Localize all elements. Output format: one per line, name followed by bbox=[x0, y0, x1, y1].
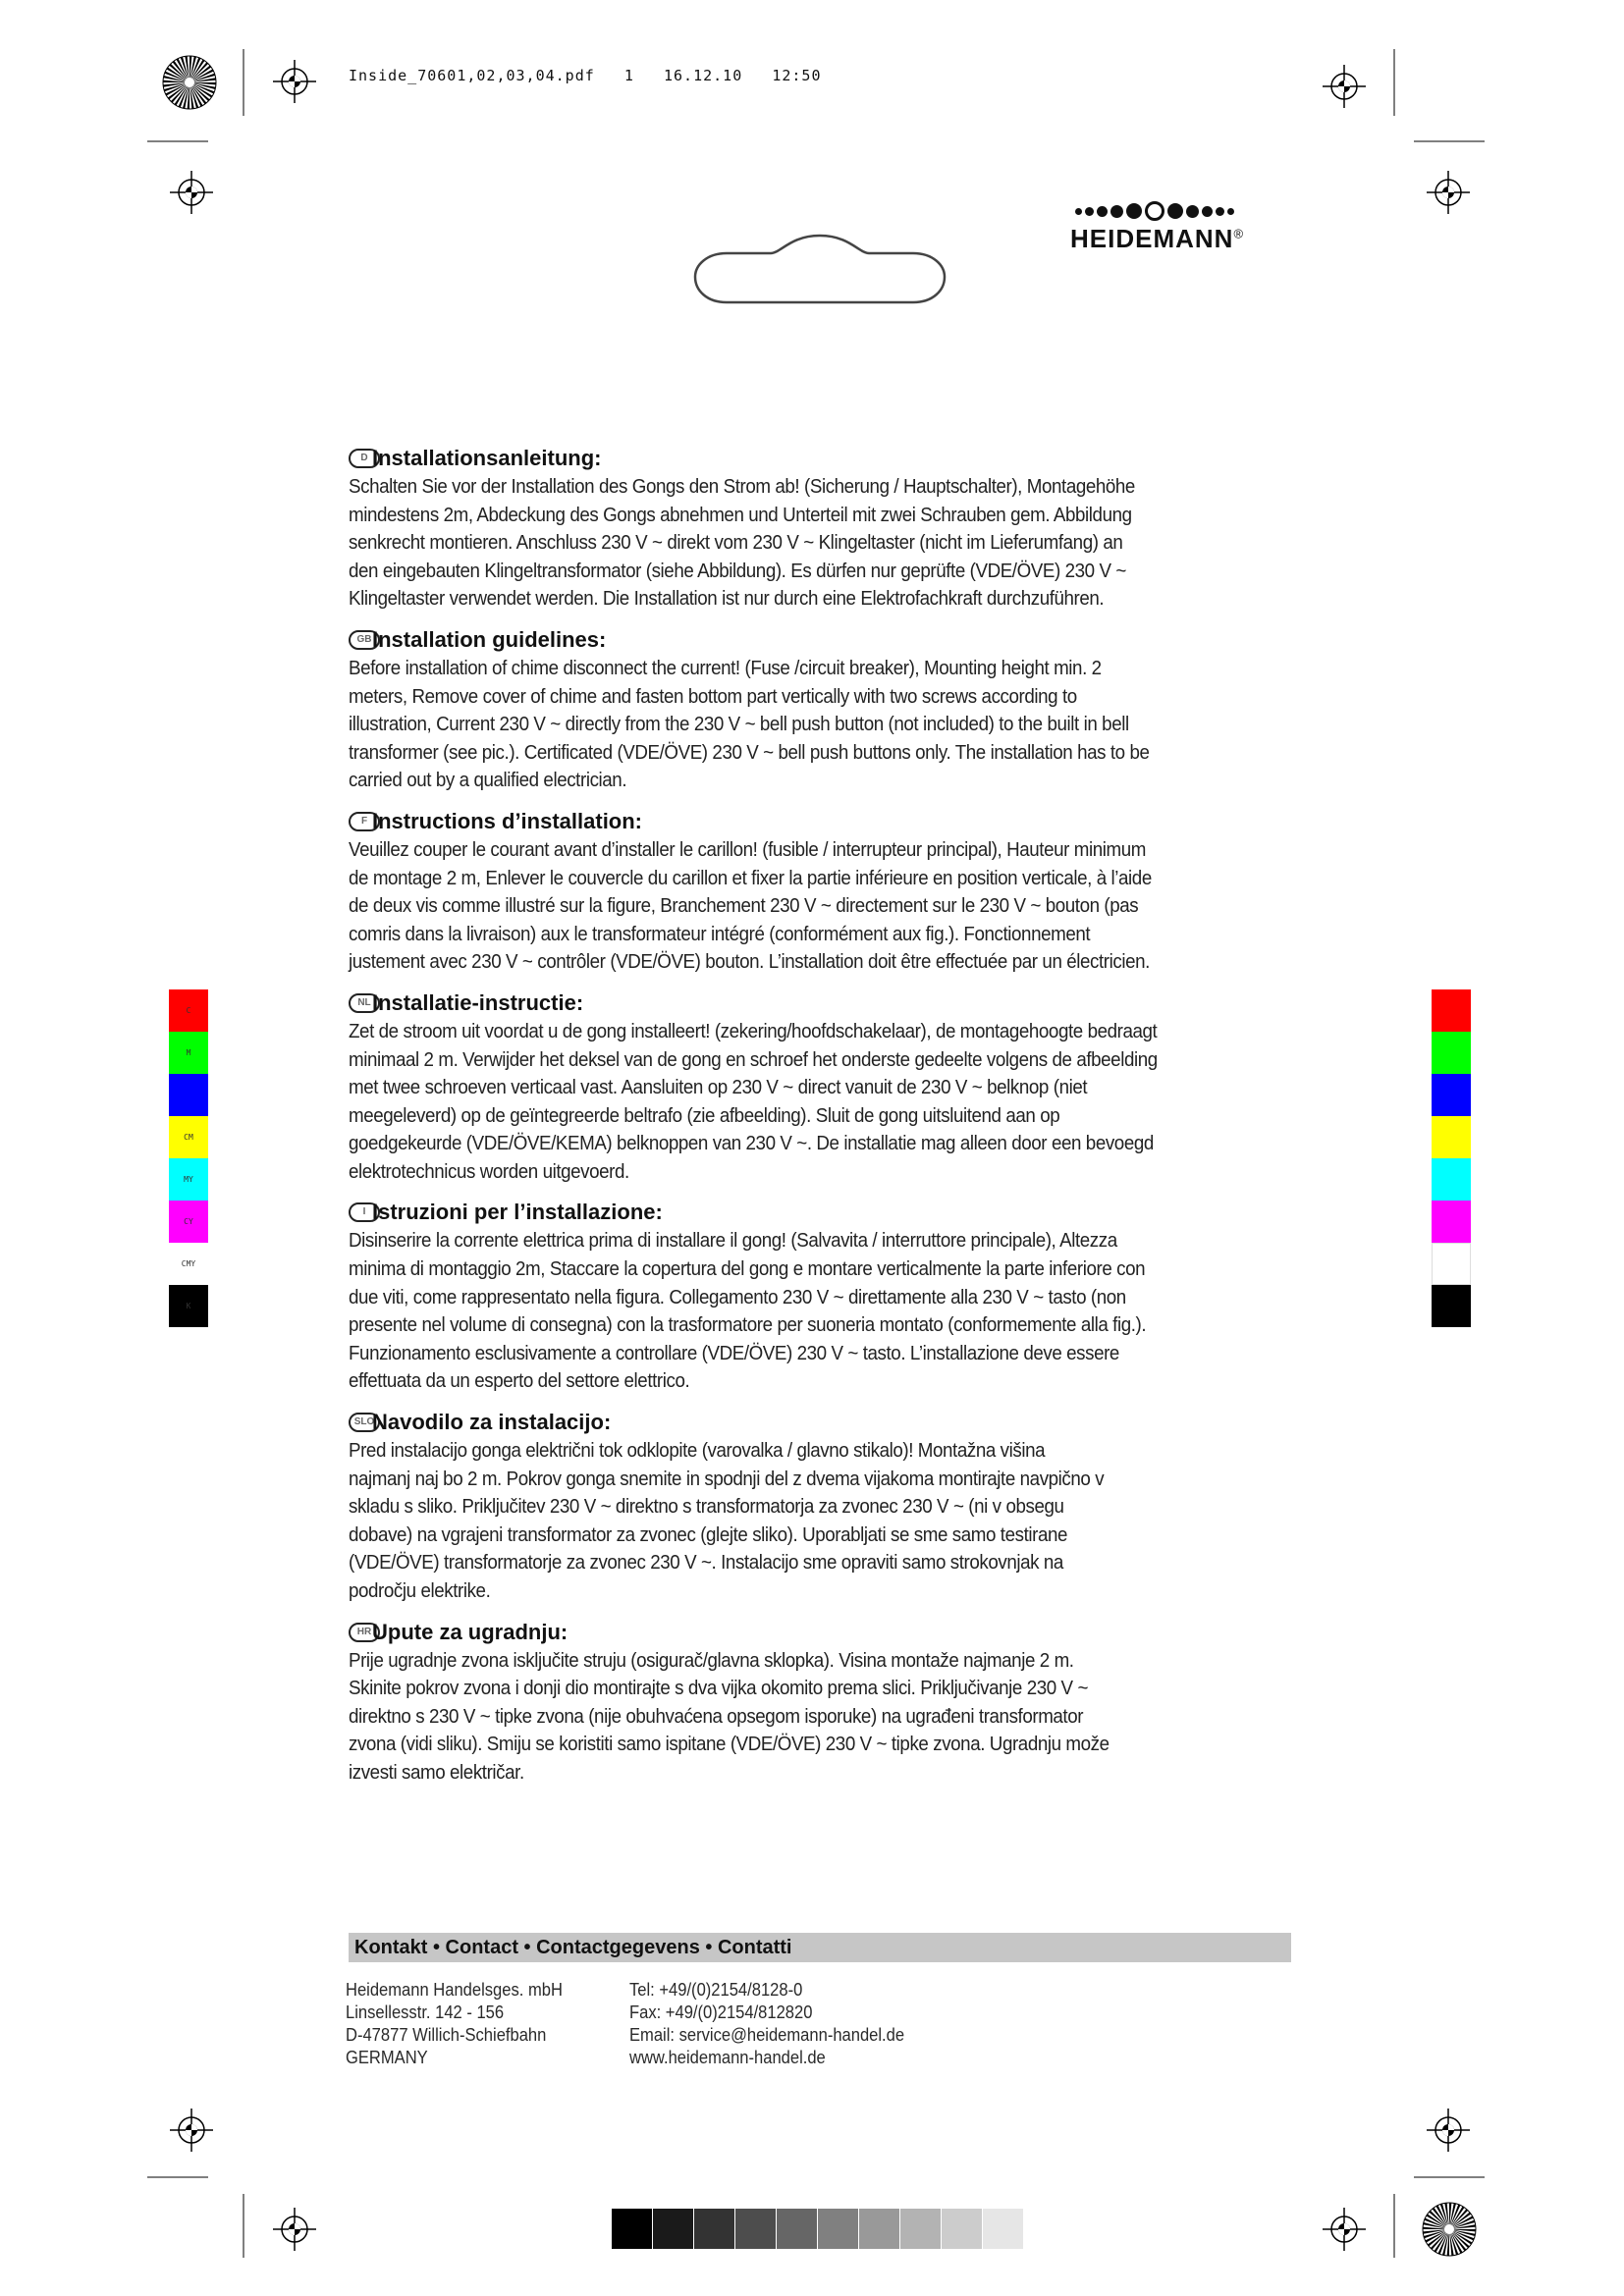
section-title: Istruzioni per l’installazione: bbox=[372, 1200, 663, 1225]
star-target-icon bbox=[1423, 2203, 1476, 2256]
section-title: Instructions d’installation: bbox=[372, 808, 643, 833]
section-heading bbox=[349, 1198, 1291, 1227]
body-line: Before installation of chime disconnect the current! (Fuse /circuit breaker), Mounting height min. 2 bbox=[349, 657, 1102, 679]
body-line: den eingebauten Klingeltransformator (siehe Abbildung). Es dürfen nur geprüfte (VDE/ÖVE) 230 V ~ bbox=[349, 560, 1126, 582]
section-body bbox=[349, 655, 1288, 795]
instructions bbox=[349, 444, 1291, 1799]
body-line: Skinite pokrov zvona i donji dio montirajte s dva vijka okomito prema slici. Priključivanje 230 V ~ bbox=[349, 1678, 1089, 1700]
contact-details bbox=[629, 1979, 904, 2069]
body-line: meters, Remove cover of chime and fasten bottom part vertically with two screws according to bbox=[349, 685, 1077, 708]
registration-mark-icon bbox=[273, 2208, 316, 2251]
registration-mark-icon bbox=[273, 60, 316, 103]
address-line: D-47877 Willich-Schiefbahn bbox=[346, 2025, 547, 2045]
section-body bbox=[349, 1647, 1288, 1788]
body-line: skladu s sliko. Priključitev 230 V ~ direktno s transformatorja za zvonec 230 V ~ (ni v obsegu bbox=[349, 1496, 1064, 1519]
body-line: izvesti samo električar. bbox=[349, 1761, 524, 1784]
body-line: justement avec 230 V ~ contrôler (VDE/ÖVE) bouton. L’installation doit être effectuée par un électricien. bbox=[349, 951, 1150, 974]
gray-swatch bbox=[777, 2209, 817, 2249]
body-line: mindestens 2m, Abdeckung des Gongs abnehmen und Unterteil mit zwei Schrauben gem. Abbildung bbox=[349, 504, 1132, 526]
section-heading bbox=[349, 1408, 1291, 1437]
section-title: Upute za ugradnju: bbox=[372, 1619, 568, 1644]
color-swatch bbox=[1432, 1201, 1471, 1243]
body-line: Pred instalacijo gonga električni tok odklopite (varovalka / glavno stikalo)! Montažna višina bbox=[349, 1440, 1046, 1463]
body-line: Funzionamento esclusivamente a controllare (VDE/ÖVE) 230 V ~ tasto. L’installazione deve essere bbox=[349, 1342, 1119, 1364]
registration-mark-icon bbox=[1427, 2109, 1470, 2152]
body-line: de deux vis comme illustré sur la figure, Branchement 230 V ~ directement sur le 230 V ~ bouton (pas bbox=[349, 895, 1139, 918]
body-line: direktno s 230 V ~ tipke zvona (nije obuhvaćena opsegom isporuke) na ugrađeni transformator bbox=[349, 1705, 1084, 1728]
brand-name: HEIDEMANN bbox=[1070, 224, 1234, 253]
gray-swatch bbox=[694, 2209, 734, 2249]
body-line: (VDE/ÖVE) transformatorje za zvonec 230 V ~. Instalacijo sme opraviti samo strokovnjak na bbox=[349, 1552, 1063, 1575]
section-body bbox=[349, 1227, 1288, 1396]
body-line: effettuata da un esperto del settore elettrico. bbox=[349, 1370, 690, 1393]
registration-mark-icon bbox=[170, 2109, 213, 2152]
body-line: due viti, come rappresentato nella figura. Collegamento 230 V ~ direttamente alla 230 V ~ tasto (non bbox=[349, 1286, 1126, 1308]
de-flag-icon: D bbox=[349, 449, 380, 468]
body-line: Prije ugradnje zvona isključite struju (osigurač/glavna sklopka). Visina montaže najmanje 2 m. bbox=[349, 1649, 1074, 1672]
contact-header: Kontakt • Contact • Contactgegevens • Contatti bbox=[349, 1933, 1291, 1962]
instruction-section bbox=[349, 625, 1291, 795]
section-title: Installation guidelines: bbox=[372, 626, 607, 652]
website-link[interactable]: www.heidemann-handel.de bbox=[629, 2048, 826, 2067]
instruction-section bbox=[349, 988, 1291, 1187]
slug-time: 12:50 bbox=[772, 67, 822, 84]
body-line: minima di montaggio 2m, Staccare la copertura del gong e montare verticalmente la parte inferiore con bbox=[349, 1258, 1146, 1281]
instruction-section bbox=[349, 807, 1291, 977]
registered-mark: ® bbox=[1233, 226, 1245, 241]
body-line: de montage 2 m, Enlever le couvercle du carillon et fixer la partie inférieure en position verticale, à l’aide bbox=[349, 867, 1152, 889]
color-swatch: CMY bbox=[169, 1243, 208, 1285]
color-swatch bbox=[169, 1074, 208, 1116]
slug-page: 1 bbox=[623, 67, 634, 84]
gray-swatch bbox=[735, 2209, 776, 2249]
instruction-section bbox=[349, 1408, 1291, 1606]
address-line: Heidemann Handelsges. mbH bbox=[346, 1980, 563, 2000]
gray-step-bar bbox=[612, 2209, 1024, 2249]
body-line: illustration, Current 230 V ~ directly from the 230 V ~ bell push button (not included) to the built in bell bbox=[349, 714, 1129, 736]
logo-dots-icon bbox=[1075, 200, 1316, 222]
body-line: senkrecht montieren. Anschluss 230 V ~ direkt vom 230 V ~ Klingeltaster (nicht im Lieferumfang) an bbox=[349, 532, 1123, 555]
body-line: comris dans la livraison) aux le transformateur intégré (conformément aux fig.). Fonctionnement bbox=[349, 923, 1091, 945]
body-line: področju elektrike. bbox=[349, 1580, 491, 1602]
body-line: Disinserire la corrente elettrica prima di installare il gong! (Salvavita / interruttore principale), Altezza bbox=[349, 1230, 1117, 1253]
color-swatch bbox=[1432, 1074, 1471, 1116]
star-target-icon bbox=[163, 56, 216, 109]
section-body bbox=[349, 473, 1288, 614]
color-swatch bbox=[1432, 989, 1471, 1032]
body-line: meegeleverd) op de geïntegreerde beltrafo (zie afbeelding). Sluit de gong uitsluitend aan op bbox=[349, 1104, 1060, 1127]
section-title: Installationsanleitung: bbox=[372, 446, 602, 470]
address-line: GERMANY bbox=[346, 2048, 428, 2067]
slo-flag-icon: SLO bbox=[349, 1413, 380, 1432]
color-bar-right bbox=[1432, 989, 1471, 1327]
registration-mark-icon bbox=[1323, 65, 1366, 108]
body-line: met twee schroeven verticaal vast. Aansluiten op 230 V ~ direct vanuit de 230 V ~ belknop (niet bbox=[349, 1077, 1088, 1099]
color-swatch: M bbox=[169, 1032, 208, 1074]
color-swatch: CY bbox=[169, 1201, 208, 1243]
color-swatch: C bbox=[169, 989, 208, 1032]
gray-swatch bbox=[983, 2209, 1023, 2249]
nl-flag-icon: NL bbox=[349, 993, 380, 1013]
address-line: Linsellesstr. 142 - 156 bbox=[346, 2002, 505, 2022]
section-body bbox=[349, 1018, 1288, 1187]
body-line: Schalten Sie vor der Installation des Gongs den Strom ab! (Sicherung / Hauptschalter), Montagehöhe bbox=[349, 476, 1135, 498]
color-swatch: K bbox=[169, 1285, 208, 1327]
body-line: presente nel volume di consegna) con la trasformatore per suoneria montato (conformemente alla fig.). bbox=[349, 1314, 1147, 1337]
body-line: zvona (vidi sliku). Smiju se koristiti samo ispitane (VDE/ÖVE) 230 V ~ tipke zvona. Ugradnju može bbox=[349, 1734, 1110, 1756]
color-swatch bbox=[1432, 1116, 1471, 1158]
registration-mark-icon bbox=[1323, 2208, 1366, 2251]
body-line: minimaal 2 m. Verwijder het deksel van de gong en schroef het onderste gedeelte volgens de afbeelding bbox=[349, 1048, 1158, 1071]
body-line: dobave) na vgrajeni transformator za zvonec (glejte sliko). Uporabljati se sme samo testirane bbox=[349, 1523, 1068, 1546]
color-swatch bbox=[1432, 1032, 1471, 1074]
hr-flag-icon: HR bbox=[349, 1623, 380, 1642]
instruction-section bbox=[349, 1618, 1291, 1788]
gray-swatch bbox=[942, 2209, 982, 2249]
body-line: najmanj naj bo 2 m. Pokrov gonga snemite in spodnji del z dvema vijakoma montirajte navpično v bbox=[349, 1468, 1105, 1490]
gray-swatch bbox=[859, 2209, 899, 2249]
body-line: transformer (see pic.). Certificated (VDE/ÖVE) 230 V ~ bell push buttons only. The installation has to be bbox=[349, 741, 1150, 764]
registration-mark-icon bbox=[1427, 171, 1470, 214]
hanger-cutout-icon bbox=[687, 216, 952, 314]
section-heading bbox=[349, 807, 1291, 836]
contact-address bbox=[346, 1979, 563, 2069]
color-swatch: CM bbox=[169, 1116, 208, 1158]
email-link[interactable]: Email: service@heidemann-handel.de bbox=[629, 2025, 905, 2045]
color-swatch bbox=[1432, 1285, 1471, 1327]
body-line: Veuillez couper le courant avant d’installer le carillon! (fusible / interrupteur principal), Hauteur minimum bbox=[349, 838, 1146, 861]
section-body bbox=[349, 1437, 1288, 1606]
it-flag-icon: I bbox=[349, 1202, 380, 1222]
section-heading bbox=[349, 625, 1291, 655]
section-title: Navodilo za instalacijo: bbox=[372, 1410, 612, 1435]
section-title: Installatie-instructie: bbox=[372, 989, 584, 1015]
section-heading bbox=[349, 1618, 1291, 1647]
slug-date: 16.12.10 bbox=[664, 67, 743, 84]
instruction-section bbox=[349, 444, 1291, 614]
file-slug bbox=[349, 67, 822, 84]
fr-flag-icon: F bbox=[349, 812, 380, 831]
slug-filename: Inside_70601,02,03,04.pdf bbox=[349, 67, 595, 84]
phone: Tel: +49/(0)2154/8128-0 bbox=[629, 1980, 803, 2000]
body-line: elektrotechnicus worden uitgevoerd. bbox=[349, 1160, 629, 1183]
color-swatch bbox=[1432, 1158, 1471, 1201]
color-swatch: MY bbox=[169, 1158, 208, 1201]
section-heading bbox=[349, 988, 1291, 1018]
fax: Fax: +49/(0)2154/812820 bbox=[629, 2002, 813, 2022]
registration-mark-icon bbox=[170, 171, 213, 214]
section-body bbox=[349, 836, 1288, 977]
body-line: carried out by a qualified electrician. bbox=[349, 770, 627, 792]
color-swatch bbox=[1432, 1243, 1471, 1285]
body-line: Klingeltaster verwendet werden. Die Installation ist nur durch eine Elektrofachkraft durchzuführen. bbox=[349, 588, 1105, 611]
body-line: goedgekeurde (VDE/ÖVE/KEMA) belknoppen van 230 V ~. De installatie mag alleen door een bevoegd bbox=[349, 1133, 1154, 1155]
gray-swatch bbox=[900, 2209, 941, 2249]
body-line: Zet de stroom uit voordat u de gong installeert! (zekering/hoofdschakelaar), de montagehoogte bedraagt bbox=[349, 1020, 1158, 1042]
section-heading bbox=[349, 444, 1291, 473]
instruction-section bbox=[349, 1198, 1291, 1396]
color-bar-left bbox=[169, 989, 208, 1327]
gray-swatch bbox=[612, 2209, 652, 2249]
gb-flag-icon: GB bbox=[349, 630, 380, 650]
gray-swatch bbox=[818, 2209, 858, 2249]
brand-logo bbox=[1070, 200, 1316, 254]
gray-swatch bbox=[653, 2209, 693, 2249]
